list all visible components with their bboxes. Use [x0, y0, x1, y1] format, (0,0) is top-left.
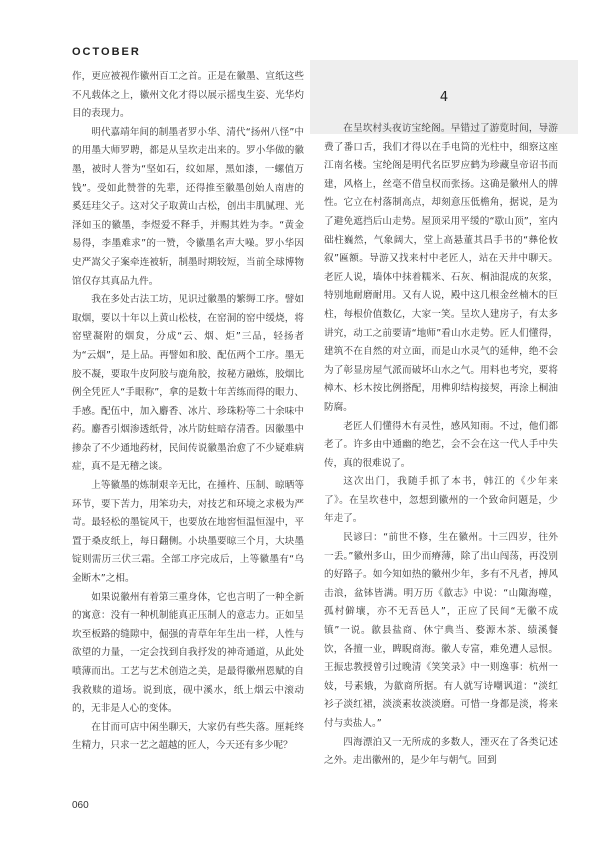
section-number: 4	[439, 90, 449, 105]
paragraph: 在甘而可店中闲坐聊天，大家仍有些失落。厘耗终生精力，只求一艺之超越的匠人，今天还有多少呢？	[72, 721, 304, 752]
paragraph: 如果说徽州有着第三重身体，它也言明了一种全新的寓意：没有一种机制能真正压制人的意志力。正如呈坎至板路的缝隙中，倔强的青草年年生出一样，人性与欲望的力量，一定会找到自我抒发的神奇通道，从此处喷薄而出。工艺与艺术创造之美，是最得徽州恩赋的自我救赎的道场。说到底，砚中溪水，纸上烟云中滚动的，无非是人心的变体。	[72, 591, 304, 715]
paragraph: 作，更应被视作徽州百工之首。正是在徽墨、宣纸这些不凡载体之上，徽州文化才得以展示摇曳生姿、光华灼目的表现力。	[72, 71, 304, 120]
paragraph: 四海漂泊又一无所成的多数人，湮灭在了各类记述之外。走出徽州的，是少年与朝气。回到	[324, 736, 558, 767]
page-number: 060	[72, 800, 89, 811]
paragraph: 明代嘉靖年间的制墨者罗小华、清代“扬州八怪”中的用墨大师罗聘，都是从呈坎走出来的。罗小华做的徽墨，被时人誉为“坚如石，纹如犀，黑如漆，一螺值万钱”。受如此赞誉的先辈，还得推至徽墨创始人南唐的奚廷珪父子。这对父子取黄山古松，创出丰肌腻理、光泽如玉的徽墨，李煜爱不释手，并赐其姓为李。“黄金易得，李墨难求”的一赞，令徽墨名声大噪。罗小华因史严嵩父子案牵连被斩，制墨时期较短，当前全球博物馆仅存其真品九件。	[72, 126, 304, 287]
left-text-column	[72, 68, 304, 756]
paragraph: 我在多处古法工坊，见识过徽墨的繁缛工序。譬如取烟，要以十年以上黄山松枝，在窑洞的窑中缓烧，将窑壁凝附的烟炱，分成“云、烟、炬”三品，轻扬者为“云烟”，是上品。再譬如和胶、配伍两个工序。墨无胶不凝，要取牛皮阿胶与鹿角胶，按秘方融炼，胶烟比例全凭匠人“手眼称”，拿的是数十年苦练而得的眼力、手感。配伍中，加入麝香、冰片、珍珠粉等二十余味中药。麝香引烟渗透纸骨，冰片防蛀暗存清香。因徽墨中掺杂了不少通地药材，民间传说徽墨治愈了不少疑难病症，真不是无稽之谈。	[72, 294, 304, 473]
paragraph: 民谚曰：“前世不修，生在徽州。十三四岁，往外一丢。”徽州多山，田少而瘠薄，除了出山闯荡，再没别的好路子。如今知如热的徽州少年，多有不凡者，搏风击浪，盆钵皆满。明万历《歙志》中说：“山陬海噬，孤村僻壤，亦不无吾邑人”，正应了民间“无徽不成镇”一说。歙县盐商、休宁典当、婺源木茶、绩溪餐饮，各擅一业，睥睨商海。徽人专富，难免遭人忌恨。王振忠教授曾引过晚清《笑笑录》中一则逸事：杭州一妓，号素娥，为歙商所据。有人就写诗嘲讽道：“淡红衫子淡红裙，淡淡素妆淡淡磨。可惜一身都是淡，将来付与卖盐人。”	[324, 532, 558, 729]
paragraph: 老匠人们懂得木有灵性，感风知雨。不过，他们都老了。许多由中通幽的绝艺，会不会在这一代人手中失传，真的很难说了。	[324, 420, 558, 469]
right-text-column	[324, 120, 558, 771]
paragraph: 在呈坎村头夜访宝纶阁。早错过了游览时间，导游费了番口舌，我们才得以在手电筒的光柱中，细察这座江南名楼。宝纶阁是明代名臣罗应鹤为珍藏皇帝诏书而建，风格上，丝毫不借皇权而张扬。这确是徽州人的牌性。它立在村落制高点，却刻意压低檐角，据说，是为了避免遮挡后山走势。屋顶采用平缓的“歇山顶”，室内础柱巍然，气象阔大，堂上高悬董其昌手书的“彝伦攸叙”匾额。导游又找来村中老匠人，站在天井中聊天。老匠人说，墙体中抹着糯米、石灰、桐油混成的灰浆，特别地耐磨耐用。又有人说，殿中这几根金丝楠木的巨柱，每根价值数亿，大家一笑。呈坎人建房子，有太多讲究，动工之前要请“地师”看山水走势。匠人们懂得，建筑不在自然的对立面，而是山水灵气的延伸，绝不会为了彰显房屋气派而破坏山水之气。用料也考究，要将樟木、杉木按比例搭配，用榫卯结构接契，再涂上桐油防腐。	[324, 123, 558, 413]
paragraph: 上等徽墨的炼制艰辛无比，在捶杵、压制、晾晒等环节，要下苦力，用笨功夫，对技艺和环境之求极为严苛。最轻松的墨锭风干，也要放在地窖恒温恒湿中，平置于桑皮纸上，每日翻侧。小块墨要晾三个月，大块墨锭则需历三伏三霜。全部工序完成后，上等徽墨有“乌金断木”之相。	[72, 480, 304, 585]
paragraph: 这次出门，我随手抓了本书，韩江的《少年来了》。在呈坎巷中，忽想到徽州的一个致命问题是，少年走了。	[324, 476, 558, 525]
running-header-month: OCTOBER	[72, 46, 141, 58]
